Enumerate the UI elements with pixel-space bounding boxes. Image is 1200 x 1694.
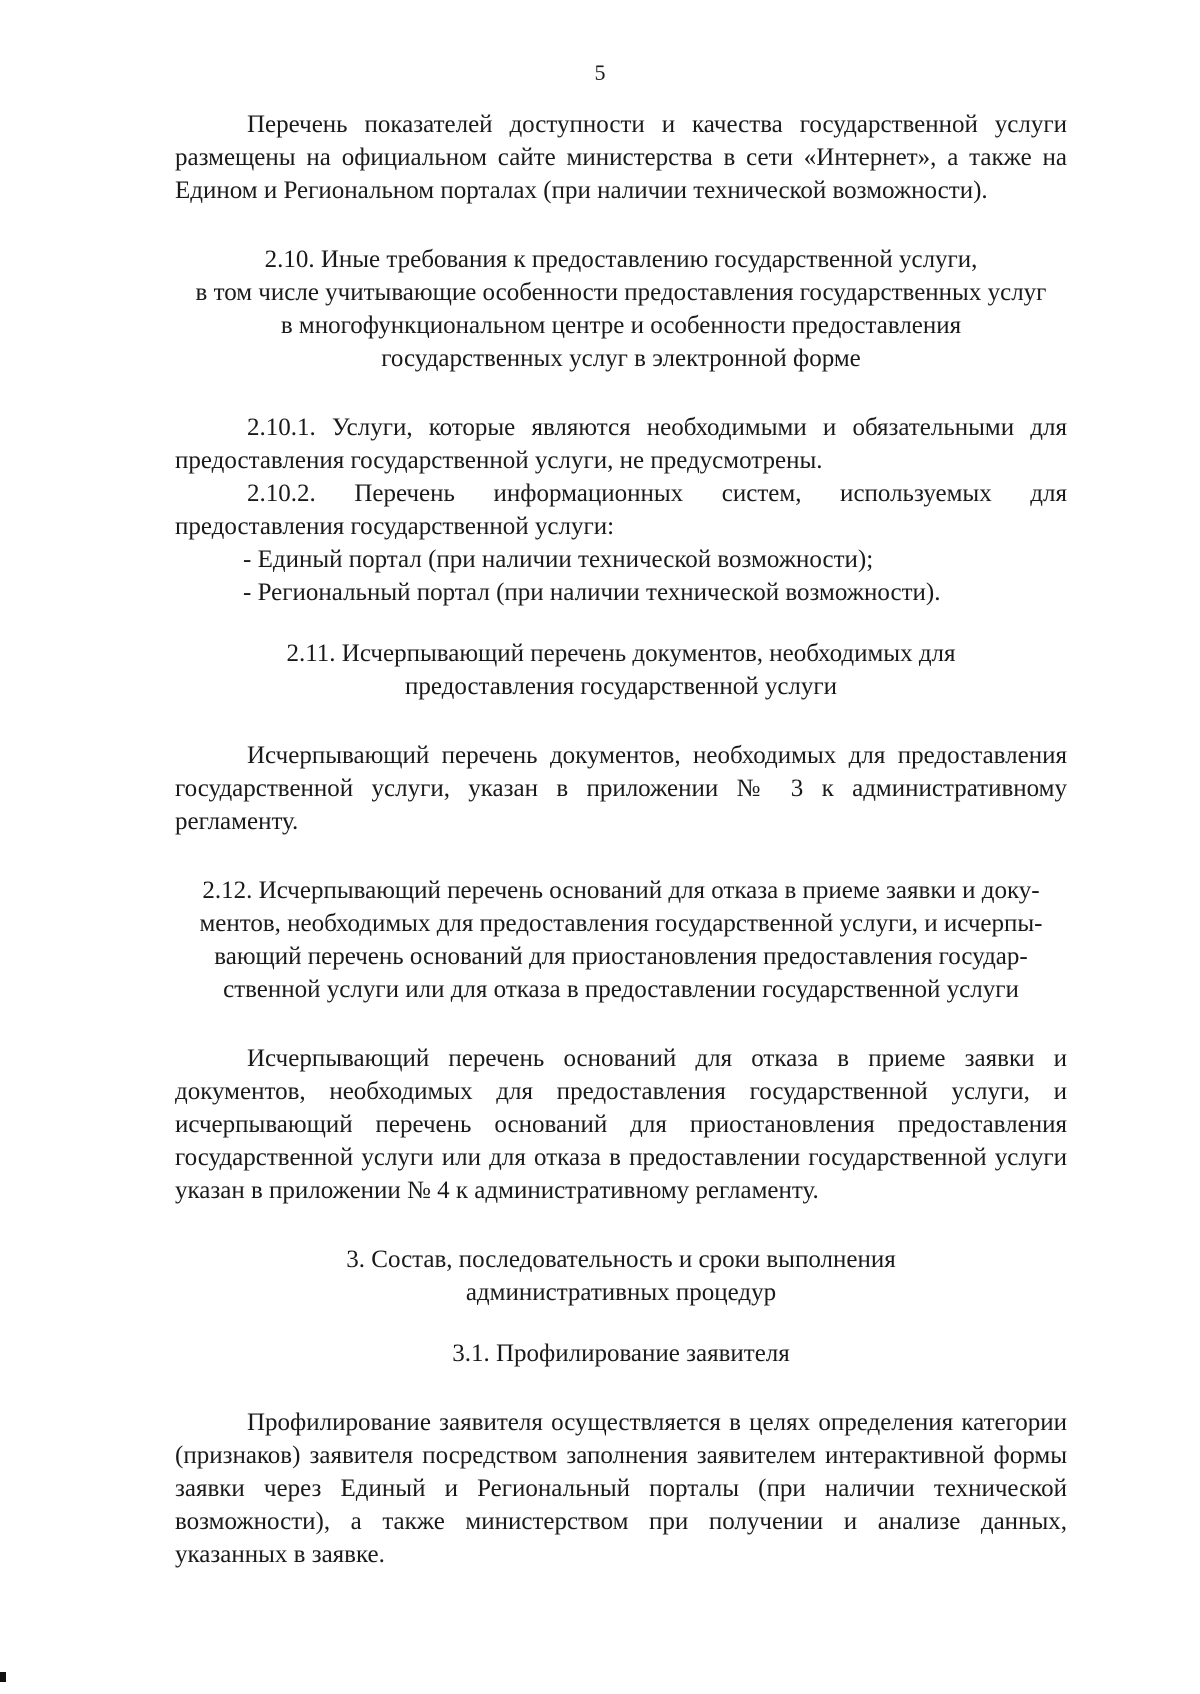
list-item: - Региональный портал (при наличии технической возможности). bbox=[243, 579, 941, 606]
intro-paragraph: Перечень показателей доступности и качества государственной услуги размещены на официальном сайте министерства в сети «Интернет», а также на Едином и Региональном порталах (при наличии технической возможности). bbox=[175, 111, 1067, 204]
heading-line: в многофункциональном центре и особенности предоставления bbox=[280, 312, 962, 339]
heading-line: предоставления государственной услуги bbox=[404, 673, 838, 700]
heading-line: государственных услуг в электронной форме bbox=[381, 345, 861, 372]
section-2-11-heading bbox=[175, 637, 1067, 703]
section-2-12-heading bbox=[175, 874, 1067, 1006]
heading-line: 2.11. Исчерпывающий перечень документов, необходимых для bbox=[286, 640, 956, 667]
heading-line: ственной услуги или для отказа в предоставлении государственной услуги bbox=[223, 976, 1019, 1003]
paragraph-3-1: Профилирование заявителя осуществляется в целях определения категории (признаков) заявителя посредством заполнения заявителем интерактивной формы заявки через Единый и Региональный порталы (при наличии технической возможности), а также министерством при получении и анализе данных, указанных в заявке. bbox=[175, 1409, 1067, 1568]
heading-line: вающий перечень оснований для приостановления предоставления государ- bbox=[214, 943, 1028, 970]
heading-line: 2.12. Исчерпывающий перечень оснований для отказа в приеме заявки и доку- bbox=[202, 877, 1040, 904]
paragraph-2-12: Исчерпывающий перечень оснований для отказа в приеме заявки и документов, необходимых для предоставления государственной услуги, и исчерпывающий перечень оснований для приостановления предоставления государственной услуги или для отказа в предоставлении государственной услуги указан в приложении № 4 к административному регламенту. bbox=[175, 1045, 1067, 1204]
paragraph-2-10-1: 2.10.1. Услуги, которые являются необходимыми и обязательными для предоставления государственной услуги, не предусмотрены. bbox=[175, 414, 1067, 474]
heading-line: ментов, необходимых для предоставления государственной услуги, и исчерпы- bbox=[199, 910, 1043, 937]
heading-line: административных процедур bbox=[465, 1279, 777, 1306]
heading-line: 3.1. Профилирование заявителя bbox=[452, 1340, 790, 1367]
list-item: - Единый портал (при наличии технической возможности); bbox=[243, 546, 874, 573]
section-3-heading bbox=[175, 1243, 1067, 1309]
paragraph-2-10-2: 2.10.2. Перечень информационных систем, используемых для предоставления государственной услуги: bbox=[175, 480, 1067, 540]
heading-line: 3. Состав, последовательность и сроки выполнения bbox=[346, 1246, 896, 1273]
heading-line: 2.10. Иные требования к предоставлению государственной услуги, bbox=[264, 246, 978, 273]
section-3-1-heading bbox=[175, 1337, 1067, 1370]
page-number: 5 bbox=[594, 60, 606, 85]
document-body bbox=[175, 108, 1067, 1571]
paragraph-2-11: Исчерпывающий перечень документов, необходимых для предоставления государственной услуги, указан в приложении № 3 к административному регламенту. bbox=[175, 742, 1067, 835]
heading-line: в том числе учитывающие особенности предоставления государственных услуг bbox=[195, 279, 1047, 306]
scan-artifact bbox=[0, 1672, 6, 1682]
section-2-10-heading bbox=[175, 243, 1067, 375]
